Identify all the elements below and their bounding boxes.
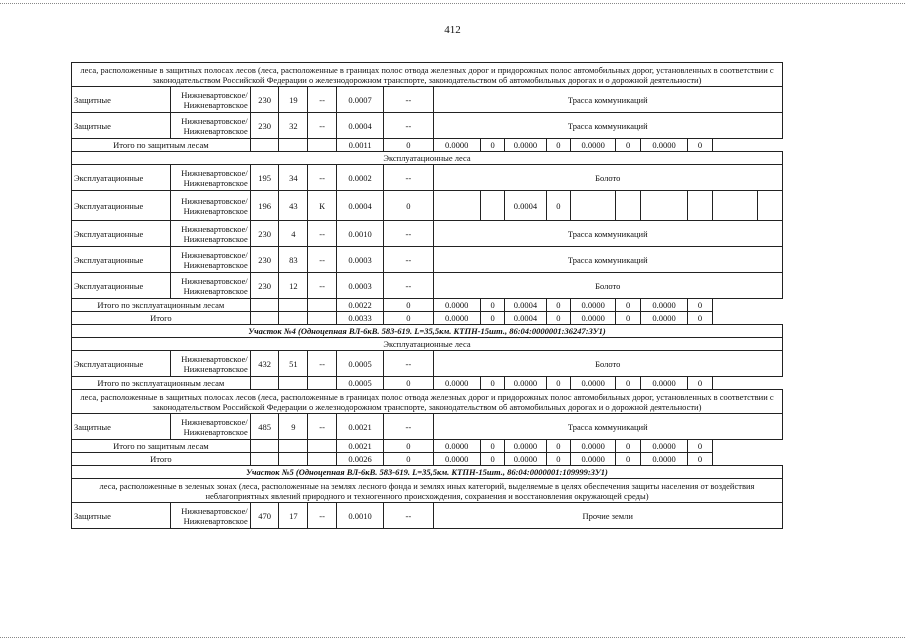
total-label: Итого по эксплуатационным лесам	[72, 299, 251, 312]
area-value: 0.0003	[336, 247, 383, 273]
plot-title: Участок №5 (Одноцепная ВЛ-6кВ. 583-619. L=35,5км. КТПН-15шт., 86:04:0000001:109999:ЗУ1)	[72, 466, 783, 479]
forestry-name	[170, 414, 250, 440]
total-value: 0	[616, 312, 641, 325]
total-value: 0	[688, 440, 713, 453]
table-row	[72, 113, 783, 139]
total-value: 0	[384, 453, 433, 466]
total-value: 0	[384, 312, 433, 325]
total-value: 0.0000	[640, 440, 687, 453]
forestry-name	[170, 503, 250, 529]
mark-cell: --	[308, 221, 337, 247]
table-row	[72, 247, 783, 273]
vydel-number: 43	[279, 191, 308, 221]
total-value: 0	[688, 377, 713, 390]
empty-cell	[308, 299, 337, 312]
vydel-number: 9	[279, 414, 308, 440]
forest-category: Эксплуатационные	[72, 221, 171, 247]
kvartal-number: 432	[250, 351, 279, 377]
area-value: 0.0021	[336, 414, 383, 440]
total-value: 0	[616, 377, 641, 390]
forestry-label: Нижневартовское/	[181, 353, 248, 364]
total-value: 0.0004	[505, 312, 546, 325]
value-cell: --	[384, 87, 433, 113]
section-title-row	[72, 338, 783, 351]
value-cell: --	[384, 503, 433, 529]
mark-cell: К	[308, 191, 337, 221]
total-value: 0.0000	[571, 312, 616, 325]
mark-cell: --	[308, 351, 337, 377]
total-value: 0	[546, 440, 571, 453]
forest-category: Защитные	[72, 503, 171, 529]
empty-cell	[640, 191, 687, 221]
empty-cell	[308, 453, 337, 466]
empty-cell	[279, 312, 308, 325]
value-cell: --	[384, 273, 433, 299]
district-label: Нижневартовское	[183, 205, 248, 216]
forestry-name	[170, 113, 250, 139]
total-value: 0	[384, 377, 433, 390]
total-row	[72, 440, 783, 453]
empty-cell	[433, 191, 480, 221]
table-row	[72, 191, 783, 221]
section-title: Эксплуатационные леса	[72, 152, 783, 165]
total-value: 0.0011	[336, 139, 383, 152]
category-header-text: леса, расположенные в зеленых зонах (леса, расположенные на землях лесного фонда и землях иных категорий, выделяемые в целях обеспечения защиты населения от воздействия неблагоприятных явлений природного и техногенного происхождения, сохранения и восстановления окружающей среды)	[72, 479, 783, 503]
plot-title-row	[72, 466, 783, 479]
purpose-text: Трасса коммуникаций	[433, 221, 782, 247]
value-cell: --	[384, 165, 433, 191]
purpose-text: Трасса коммуникаций	[433, 414, 782, 440]
area-value: 0.0004	[336, 113, 383, 139]
mark-cell: --	[308, 247, 337, 273]
total-row	[72, 312, 783, 325]
empty-cell	[571, 191, 616, 221]
value-cell: --	[384, 221, 433, 247]
vydel-number: 19	[279, 87, 308, 113]
mark-cell: --	[308, 414, 337, 440]
forestry-label: Нижневартовское/	[181, 275, 248, 286]
district-label: Нижневартовское	[183, 515, 248, 526]
vydel-number: 4	[279, 221, 308, 247]
purpose-text: Прочие земли	[433, 503, 782, 529]
empty-cell	[308, 139, 337, 152]
category-header-text: леса, расположенные в защитных полосах лесов (леса, расположенные в границах полос отвода железных дорог и придорожных полос автомобильных дорог, установленных в соответствии с законодательством Российской Федерации о железнодорожном транспорте, законодательством об автомобильных дорогах и о дорожной деятельности)	[72, 390, 783, 414]
purpose-text: Болото	[433, 273, 782, 299]
area-value: 0.0003	[336, 273, 383, 299]
total-value: 0.0000	[640, 299, 687, 312]
forestry-label: Нижневартовское/	[181, 195, 248, 206]
plot-title-row	[72, 325, 783, 338]
total-label: Итого по эксплуатационным лесам	[72, 377, 251, 390]
total-value: 0	[688, 299, 713, 312]
total-value: 0	[480, 453, 505, 466]
kvartal-number: 195	[250, 165, 279, 191]
total-value: 0.0000	[433, 139, 480, 152]
total-value: 0.0005	[336, 377, 383, 390]
mark-cell: --	[308, 503, 337, 529]
total-label: Итого по защитным лесам	[72, 440, 251, 453]
total-value: 0.0000	[640, 139, 687, 152]
total-value: 0.0000	[640, 377, 687, 390]
empty-cell	[250, 139, 279, 152]
total-value: 0.0000	[571, 139, 616, 152]
empty-cell	[279, 440, 308, 453]
purpose-text: Болото	[433, 351, 782, 377]
kvartal-number: 230	[250, 221, 279, 247]
area-value: 0.0004	[505, 191, 546, 221]
total-value: 0.0000	[571, 299, 616, 312]
total-value: 0	[480, 139, 505, 152]
total-value: 0.0022	[336, 299, 383, 312]
table-row	[72, 221, 783, 247]
district-label: Нижневартовское	[183, 177, 248, 188]
forest-category: Защитные	[72, 87, 171, 113]
total-value: 0	[480, 299, 505, 312]
table-row	[72, 165, 783, 191]
vydel-number: 32	[279, 113, 308, 139]
total-value: 0.0000	[640, 312, 687, 325]
forest-category: Эксплуатационные	[72, 191, 171, 221]
purpose-text: Трасса коммуникаций	[433, 113, 782, 139]
total-value: 0	[546, 377, 571, 390]
total-label: Итого по защитным лесам	[72, 139, 251, 152]
top-scan-edge	[0, 3, 905, 4]
forestry-label: Нижневартовское/	[181, 249, 248, 260]
category-header-row	[72, 390, 783, 414]
forestry-label: Нижневартовское/	[181, 505, 248, 516]
table-row	[72, 414, 783, 440]
total-row	[72, 139, 783, 152]
kvartal-number: 230	[250, 273, 279, 299]
total-value: 0	[616, 299, 641, 312]
forestry-label: Нижневартовское/	[181, 416, 248, 427]
purpose-text: Трасса коммуникаций	[433, 247, 782, 273]
total-value: 0.0000	[433, 377, 480, 390]
district-label: Нижневартовское	[183, 99, 248, 110]
total-value: 0	[616, 139, 641, 152]
plot-title: Участок №4 (Одноцепная ВЛ-6кВ. 583-619. L=35,5км. КТПН-15шт., 86:04:0000001:36247:ЗУ1)	[72, 325, 783, 338]
forest-category: Защитные	[72, 414, 171, 440]
empty-cell	[308, 312, 337, 325]
forestry-label: Нижневартовское/	[181, 89, 248, 100]
total-row	[72, 453, 783, 466]
forest-category: Эксплуатационные	[72, 351, 171, 377]
forestry-name	[170, 165, 250, 191]
total-value: 0.0000	[505, 440, 546, 453]
total-value: 0	[384, 139, 433, 152]
kvartal-number: 485	[250, 414, 279, 440]
forest-category: Эксплуатационные	[72, 165, 171, 191]
forestry-name	[170, 351, 250, 377]
empty-cell	[279, 299, 308, 312]
bottom-scan-edge	[0, 637, 905, 638]
forestry-label: Нижневартовское/	[181, 115, 248, 126]
forest-category: Защитные	[72, 113, 171, 139]
total-value: 0.0000	[571, 453, 616, 466]
vydel-number: 83	[279, 247, 308, 273]
district-label: Нижневартовское	[183, 125, 248, 136]
table-body	[72, 63, 783, 529]
area-value: 0.0010	[336, 221, 383, 247]
category-header-row	[72, 479, 783, 503]
section-title: Эксплуатационные леса	[72, 338, 783, 351]
total-value: 0.0000	[571, 377, 616, 390]
total-value: 0	[546, 299, 571, 312]
total-value: 0.0000	[505, 139, 546, 152]
total-value: 0	[480, 440, 505, 453]
mark-cell: --	[308, 165, 337, 191]
district-label: Нижневартовское	[183, 259, 248, 270]
mark-cell: --	[308, 113, 337, 139]
total-value: 0	[546, 453, 571, 466]
table-row	[72, 503, 783, 529]
area-value: 0.0007	[336, 87, 383, 113]
empty-cell	[688, 191, 713, 221]
empty-cell	[308, 440, 337, 453]
table-row	[72, 273, 783, 299]
total-value: 0.0004	[505, 299, 546, 312]
vydel-number: 51	[279, 351, 308, 377]
empty-cell	[250, 299, 279, 312]
total-value: 0.0000	[433, 312, 480, 325]
value-cell: 0	[546, 191, 571, 221]
empty-cell	[279, 377, 308, 390]
empty-cell	[250, 312, 279, 325]
empty-cell	[250, 440, 279, 453]
mark-cell: --	[308, 273, 337, 299]
purpose-text: Болото	[433, 165, 782, 191]
vydel-number: 12	[279, 273, 308, 299]
category-header-row	[72, 63, 783, 87]
total-value: 0	[480, 312, 505, 325]
empty-cell	[250, 453, 279, 466]
forest-category: Эксплуатационные	[72, 247, 171, 273]
forestry-label: Нижневартовское/	[181, 223, 248, 234]
total-value: 0.0033	[336, 312, 383, 325]
district-label: Нижневартовское	[183, 285, 248, 296]
page-number: 412	[444, 24, 461, 36]
kvartal-number: 470	[250, 503, 279, 529]
total-value: 0	[616, 440, 641, 453]
value-cell: --	[384, 113, 433, 139]
empty-cell	[616, 191, 641, 221]
vydel-number: 34	[279, 165, 308, 191]
forestry-name	[170, 87, 250, 113]
forestry-label: Нижневартовское/	[181, 167, 248, 178]
value-cell: --	[384, 247, 433, 273]
total-label: Итого	[72, 453, 251, 466]
total-value: 0	[546, 139, 571, 152]
total-value: 0	[384, 299, 433, 312]
kvartal-number: 196	[250, 191, 279, 221]
total-value: 0.0000	[640, 453, 687, 466]
total-value: 0.0026	[336, 453, 383, 466]
empty-cell	[250, 377, 279, 390]
forest-category: Эксплуатационные	[72, 273, 171, 299]
total-value: 0	[546, 312, 571, 325]
kvartal-number: 230	[250, 247, 279, 273]
forestry-name	[170, 273, 250, 299]
category-header-text: леса, расположенные в защитных полосах лесов (леса, расположенные в границах полос отвода железных дорог и придорожных полос автомобильных дорог, установленных в соответствии с законодательством Российской Федерации о железнодорожном транспорте, законодательством об автомобильных дорогах и о дорожной деятельности)	[72, 63, 783, 87]
empty-cell	[279, 453, 308, 466]
table-row	[72, 87, 783, 113]
total-value: 0	[480, 377, 505, 390]
vydel-number: 17	[279, 503, 308, 529]
district-label: Нижневартовское	[183, 233, 248, 244]
area-value: 0.0002	[336, 165, 383, 191]
forestry-name	[170, 221, 250, 247]
empty-cell	[279, 139, 308, 152]
section-title-row	[72, 152, 783, 165]
empty-cell	[758, 191, 783, 221]
total-value: 0	[384, 440, 433, 453]
total-value: 0	[616, 453, 641, 466]
empty-cell	[308, 377, 337, 390]
district-label: Нижневартовское	[183, 426, 248, 437]
empty-cell	[712, 191, 757, 221]
value-cell: 0	[384, 191, 433, 221]
forestry-name	[170, 247, 250, 273]
value-cell: --	[384, 351, 433, 377]
empty-cell	[480, 191, 505, 221]
area-value: 0.0010	[336, 503, 383, 529]
kvartal-number: 230	[250, 87, 279, 113]
total-value: 0	[688, 312, 713, 325]
total-row	[72, 299, 783, 312]
total-row	[72, 377, 783, 390]
total-value: 0.0000	[505, 377, 546, 390]
value-cell: --	[384, 414, 433, 440]
table-row	[72, 351, 783, 377]
purpose-text: Трасса коммуникаций	[433, 87, 782, 113]
forest-allocation-table	[71, 62, 783, 529]
forestry-name	[170, 191, 250, 221]
total-value: 0.0000	[433, 453, 480, 466]
total-value: 0	[688, 139, 713, 152]
total-value: 0.0021	[336, 440, 383, 453]
total-value: 0	[688, 453, 713, 466]
total-value: 0.0000	[571, 440, 616, 453]
area-value: 0.0005	[336, 351, 383, 377]
total-label: Итого	[72, 312, 251, 325]
kvartal-number: 230	[250, 113, 279, 139]
area-value: 0.0004	[336, 191, 383, 221]
total-value: 0.0000	[433, 299, 480, 312]
total-value: 0.0000	[433, 440, 480, 453]
total-value: 0.0000	[505, 453, 546, 466]
district-label: Нижневартовское	[183, 363, 248, 374]
mark-cell: --	[308, 87, 337, 113]
